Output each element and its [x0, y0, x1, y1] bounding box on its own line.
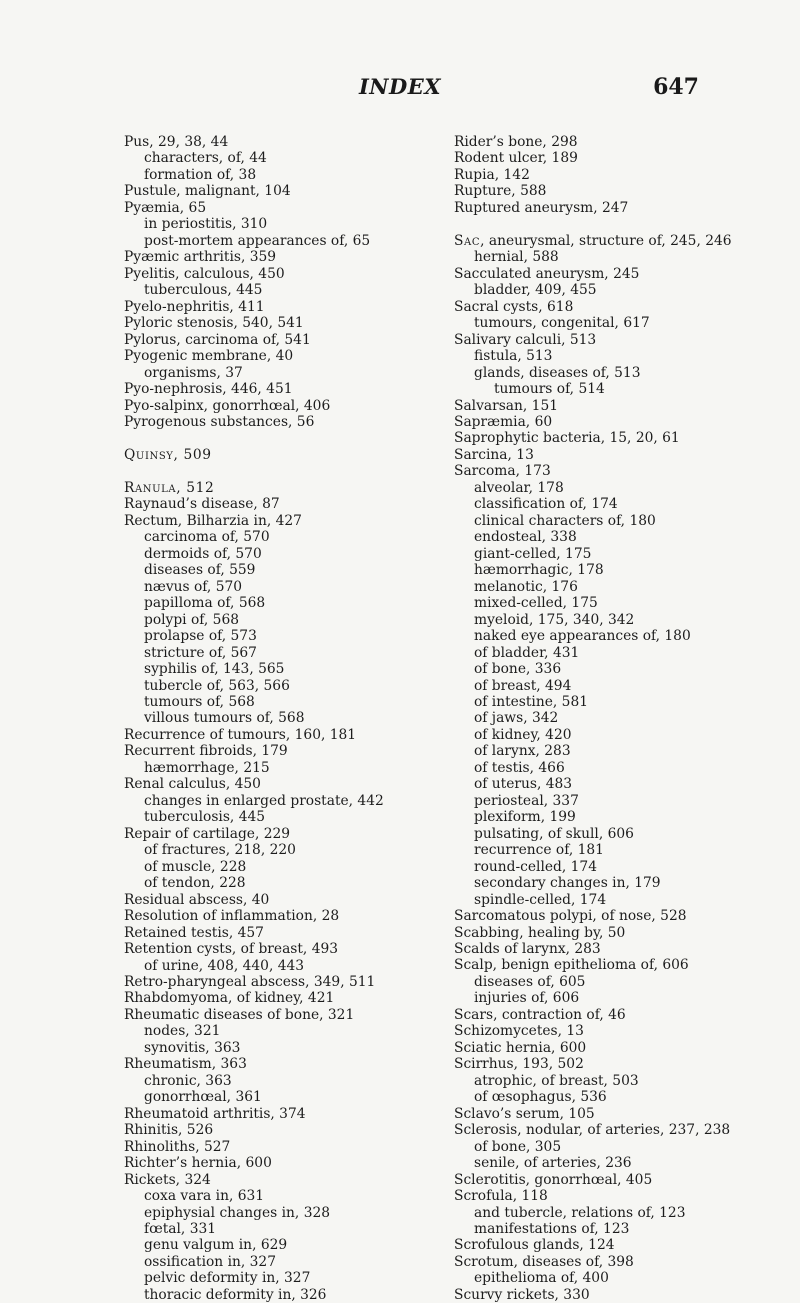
running-title: INDEX — [358, 74, 442, 99]
index-entry: Renal calculus, 450 — [124, 776, 261, 793]
index-subentry: of kidney, 420 — [474, 726, 572, 743]
index-subentry: gonorrhœal, 361 — [144, 1089, 262, 1106]
index-entry: Recurrence of tumours, 160, 181 — [124, 726, 357, 743]
index-entry: Rhinoliths, 527 — [124, 1138, 231, 1155]
index-subentry: coxa vara in, 631 — [144, 1188, 265, 1205]
index-subentry: of jaws, 342 — [474, 710, 559, 727]
index-subentry: epithelioma of, 400 — [474, 1270, 609, 1287]
index-entry: Sapræmia, 60 — [454, 414, 553, 430]
index-entry: Rheumatic diseases of bone, 321 — [124, 1006, 355, 1023]
index-subentry: of urine, 408, 440, 443 — [144, 957, 305, 974]
index-subentry: fœtal, 331 — [144, 1221, 217, 1237]
index-entry: Sacral cysts, 618 — [454, 298, 574, 315]
index-entry: Rhabdomyoma, of kidney, 421 — [124, 990, 335, 1007]
index-entry: Pyo-salpinx, gonorrhœal, 406 — [124, 397, 331, 414]
index-entry: Ranula, 512 — [124, 479, 215, 496]
index-subentry: hernial, 588 — [474, 249, 559, 266]
index-subentry: pelvic deformity in, 327 — [144, 1270, 311, 1287]
index-subentry: carcinoma of, 570 — [144, 529, 270, 546]
index-subentry: classification of, 174 — [474, 496, 618, 513]
index-subentry: injuries of, 606 — [474, 990, 580, 1007]
index-subentry: nodes, 321 — [144, 1023, 221, 1040]
index-subentry: tumours of, 568 — [144, 694, 255, 710]
index-subentry: dermoids of, 570 — [144, 545, 262, 562]
index-entry: Scalp, benign epithelioma of, 606 — [454, 957, 689, 974]
index-subentry: pulsating, of skull, 606 — [474, 825, 634, 842]
index-subentry: clinical characters of, 180 — [474, 512, 656, 529]
index-subentry: formation of, 38 — [144, 166, 257, 183]
page-header — [0, 74, 800, 114]
index-subentry: plexiform, 199 — [474, 809, 576, 826]
index-subentry: genu valgum in, 629 — [144, 1237, 288, 1254]
index-entry: Sarcina, 13 — [454, 446, 534, 463]
index-subentry: tuberculosis, 445 — [144, 809, 266, 826]
index-entry: Pyo-nephrosis, 446, 451 — [124, 381, 293, 398]
index-entry: Sclavo’s serum, 105 — [454, 1105, 595, 1122]
index-subentry: manifestations of, 123 — [474, 1220, 630, 1237]
index-entry: Salivary calculi, 513 — [454, 331, 597, 348]
index-subentry: tubercle of, 563, 566 — [144, 677, 290, 694]
index-subentry: diseases of, 559 — [144, 562, 256, 579]
index-entry: Retention cysts, of breast, 493 — [124, 941, 339, 958]
index-subentry: of bone, 305 — [474, 1138, 562, 1155]
index-subentry: recurrence of, 181 — [474, 842, 604, 859]
index-entry: Pus, 29, 38, 44 — [124, 134, 229, 150]
index-subentry: nævus of, 570 — [144, 578, 243, 595]
index-subentry: tuberculous, 445 — [144, 282, 263, 299]
index-subentry: thoracic deformity in, 326 — [144, 1286, 327, 1303]
index-subentry: atrophic, of breast, 503 — [474, 1072, 639, 1089]
index-subentry: senile, of arteries, 236 — [474, 1155, 632, 1172]
index-entry: Pylorus, carcinoma of, 541 — [124, 331, 311, 348]
index-entry: Saprophytic bacteria, 15, 20, 61 — [454, 430, 680, 447]
index-subentry: prolapse of, 573 — [144, 628, 257, 645]
index-subentry: hæmorrhagic, 178 — [474, 562, 604, 579]
index-entry: Pustule, malignant, 104 — [124, 183, 291, 200]
index-subentry: stricture of, 567 — [144, 644, 257, 661]
index-entry: Raynaud’s disease, 87 — [124, 496, 280, 513]
index-subentry: alveolar, 178 — [474, 479, 564, 496]
index-entry: Rodent ulcer, 189 — [454, 150, 578, 167]
index-entry: Salvarsan, 151 — [454, 397, 559, 414]
index-entry: Rupture, 588 — [454, 183, 547, 200]
index-entry: Sacculated aneurysm, 245 — [454, 265, 640, 282]
index-subentry: bladder, 409, 455 — [474, 282, 597, 299]
index-entry: Sclerotitis, gonorrhœal, 405 — [454, 1171, 653, 1188]
index-entry: Sclerosis, nodular, of arteries, 237, 238 — [454, 1122, 731, 1139]
section-gap — [454, 216, 774, 233]
index-subentry: of testis, 466 — [474, 759, 565, 776]
index-entry: Sarcoma, 173 — [454, 463, 551, 480]
index-entry: Rupia, 142 — [454, 166, 530, 183]
index-entry: Ruptured aneurysm, 247 — [454, 199, 629, 216]
index-subentry: myeloid, 175, 340, 342 — [474, 611, 635, 628]
index-entry: Richter’s hernia, 600 — [124, 1155, 272, 1172]
index-entry: Rhinitis, 526 — [124, 1122, 214, 1139]
section-gap — [124, 430, 444, 447]
index-entry: Rickets, 324 — [124, 1171, 211, 1188]
index-entry: Pyrogenous substances, 56 — [124, 413, 315, 430]
index-subentry: secondary changes in, 179 — [474, 875, 661, 892]
index-entry: Pyelitis, calculous, 450 — [124, 265, 285, 282]
index-subentry: round-celled, 174 — [474, 858, 597, 875]
index-subentry: changes in enlarged prostate, 442 — [144, 792, 384, 809]
index-entry: Scrotum, diseases of, 398 — [454, 1253, 634, 1270]
index-subentry: of breast, 494 — [474, 677, 572, 694]
index-subentry: diseases of, 605 — [474, 973, 586, 990]
index-subentry: post-mortem appearances of, 65 — [144, 232, 371, 249]
index-entry: Scurvy rickets, 330 — [454, 1286, 590, 1303]
index-entry: Rider’s bone, 298 — [454, 134, 578, 150]
index-entry: Scrofulous glands, 124 — [454, 1237, 615, 1254]
index-subentry: glands, diseases of, 513 — [474, 364, 641, 381]
index-subentry: epiphysial changes in, 328 — [144, 1204, 331, 1221]
index-subentry: spindle-celled, 174 — [474, 891, 607, 908]
index-entry: Scirrhus, 193, 502 — [454, 1056, 584, 1073]
index-subentry: chronic, 363 — [144, 1072, 232, 1089]
index-subentry: villous tumours of, 568 — [144, 710, 305, 727]
index-subentry: of bladder, 431 — [474, 644, 580, 661]
index-entry: Sac, aneurysmal, structure of, 245, 246 — [454, 232, 732, 249]
index-entry: Pyelo-nephritis, 411 — [124, 298, 265, 315]
page-number: 647 — [653, 74, 699, 100]
section-gap — [124, 463, 444, 480]
index-subentry: mixed-celled, 175 — [474, 595, 598, 612]
index-subentry: of fractures, 218, 220 — [144, 842, 296, 859]
index-entry: Sarcomatous polypi, of nose, 528 — [454, 908, 687, 925]
index-subentry: synovitis, 363 — [144, 1039, 241, 1056]
index-subentry: naked eye appearances of, 180 — [474, 628, 691, 645]
left-index-column — [124, 134, 444, 1303]
index-entry: Quinsy, 509 — [124, 446, 212, 463]
index-entry: Retained testis, 457 — [124, 924, 264, 941]
index-entry: Rectum, Bilharzia in, 427 — [124, 512, 302, 529]
index-subentry: endosteal, 338 — [474, 529, 577, 546]
index-entry: Pyæmia, 65 — [124, 199, 207, 216]
index-subentry: periosteal, 337 — [474, 792, 579, 809]
index-entry: Recurrent fibroids, 179 — [124, 743, 288, 760]
index-subentry: characters, of, 44 — [144, 150, 267, 167]
index-subentry: organisms, 37 — [144, 364, 243, 381]
index-subentry: fistula, 513 — [474, 348, 553, 365]
index-subentry: of uterus, 483 — [474, 776, 573, 793]
index-entry: Pyæmic arthritis, 359 — [124, 249, 277, 266]
index-entry: Scabbing, healing by, 50 — [454, 924, 626, 941]
index-entry: Pyogenic membrane, 40 — [124, 348, 294, 365]
index-entry: Scars, contraction of, 46 — [454, 1006, 626, 1023]
index-subentry: syphilis of, 143, 565 — [144, 661, 285, 678]
index-entry: Scrofula, 118 — [454, 1188, 548, 1205]
right-index-column — [454, 134, 774, 1303]
index-subentry: and tubercle, relations of, 123 — [474, 1204, 686, 1221]
index-subentry: of œsophagus, 536 — [474, 1089, 607, 1106]
index-subentry: polypi of, 568 — [144, 611, 240, 628]
index-subentry: tumours of, 514 — [494, 381, 605, 398]
index-subentry: of muscle, 228 — [144, 858, 247, 875]
index-subentry: tumours, congenital, 617 — [474, 315, 650, 332]
index-subentry: of tendon, 228 — [144, 875, 246, 892]
index-entry: Pyloric stenosis, 540, 541 — [124, 315, 304, 332]
index-subentry: melanotic, 176 — [474, 578, 578, 595]
index-subentry: of bone, 336 — [474, 661, 562, 678]
index-subentry: in periostitis, 310 — [144, 216, 268, 233]
index-entry: Resolution of inflammation, 28 — [124, 908, 340, 925]
index-subentry: of larynx, 283 — [474, 743, 571, 760]
index-entry: Schizomycetes, 13 — [454, 1023, 584, 1040]
index-subentry: ossification in, 327 — [144, 1253, 276, 1270]
index-entry: Scalds of larynx, 283 — [454, 941, 601, 957]
index-entry: Repair of cartilage, 229 — [124, 825, 291, 842]
index-entry: Sciatic hernia, 600 — [454, 1039, 587, 1056]
index-subentry: giant-celled, 175 — [474, 545, 592, 562]
index-entry: Residual abscess, 40 — [124, 891, 270, 908]
index-subentry: hæmorrhage, 215 — [144, 759, 270, 776]
index-subentry: of intestine, 581 — [474, 693, 588, 710]
index-subentry: papilloma of, 568 — [144, 595, 266, 612]
index-entry: Rheumatism, 363 — [124, 1056, 247, 1073]
index-entry: Rheumatoid arthritis, 374 — [124, 1105, 306, 1122]
index-entry: Retro-pharyngeal abscess, 349, 511 — [124, 973, 376, 990]
